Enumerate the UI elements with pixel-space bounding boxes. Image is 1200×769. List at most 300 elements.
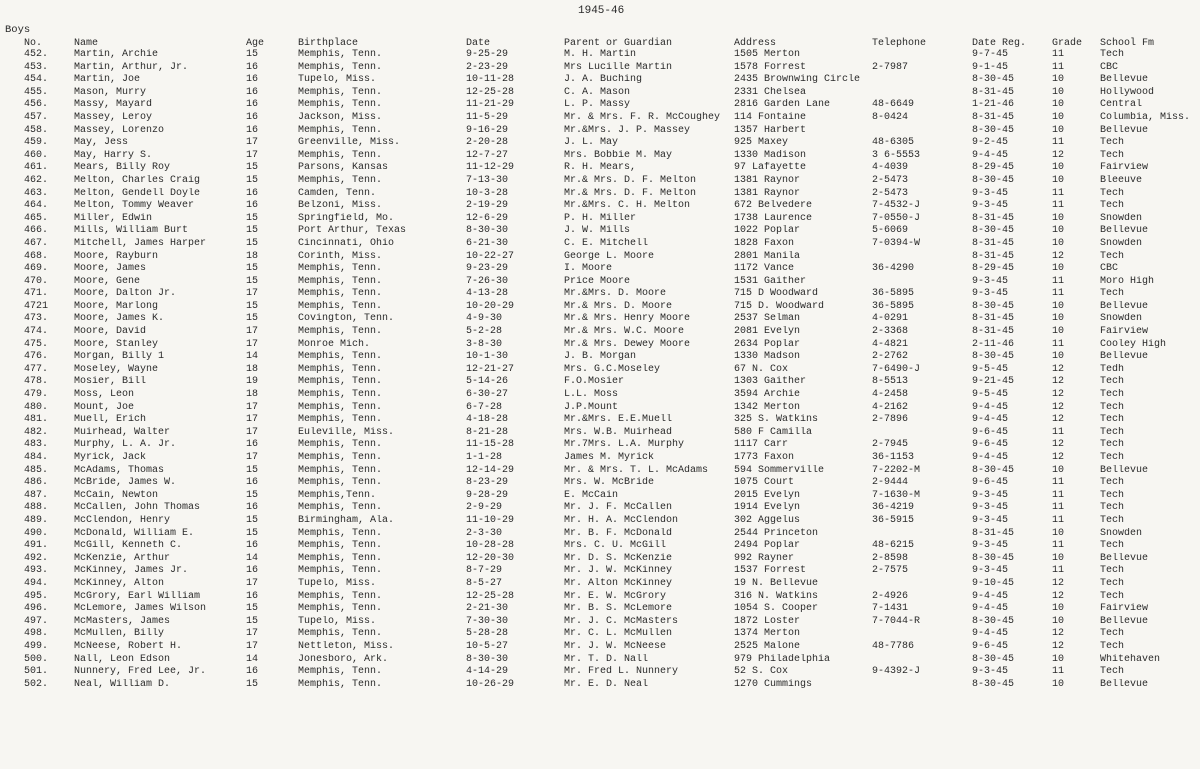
cell-no: 460. <box>24 149 49 161</box>
cell-address: 2816 Garden Lane <box>734 99 831 111</box>
cell-name: Moore, David <box>74 326 147 338</box>
cell-school: Bellevue <box>1100 300 1149 312</box>
cell-grade: 10 <box>1052 351 1065 363</box>
cell-date-reg: 9-5-45 <box>972 363 1009 375</box>
cell-address: 594 Sommerville <box>734 464 825 476</box>
cell-address: 1172 Vance <box>734 263 795 275</box>
cell-school: Tech <box>1100 137 1125 149</box>
cell-date-reg: 9-4-45 <box>972 590 1009 602</box>
cell-date-reg: 9-21-45 <box>972 376 1015 388</box>
cell-school: Tech <box>1100 514 1125 526</box>
cell-name: McKinney, Alton <box>74 577 165 589</box>
cell-address: 1738 Laurence <box>734 212 813 224</box>
header-grade: Grade <box>1052 38 1083 49</box>
cell-school: Tech <box>1100 628 1125 640</box>
cell-address: 67 N. Cox <box>734 363 789 375</box>
cell-name: McCallen, John Thomas <box>74 502 201 514</box>
table-row <box>0 641 1200 654</box>
cell-birthdate: 10-28-28 <box>466 540 515 552</box>
cell-address: 2801 Manila <box>734 250 801 262</box>
cell-date-reg: 9-6-45 <box>972 439 1009 451</box>
cell-birthdate: 7-30-30 <box>466 615 509 627</box>
cell-name: Moss, Leon <box>74 389 135 401</box>
cell-name: McGrory, Earl William <box>74 590 201 602</box>
cell-telephone: 7-2202-M <box>872 464 921 476</box>
cell-parent: Mr.&Mrs. D. Moore <box>564 288 667 300</box>
cell-school: Central <box>1100 99 1143 111</box>
cell-telephone: 2-5473 <box>872 187 909 199</box>
cell-parent: Mr.& Mrs. D. Moore <box>564 300 673 312</box>
cell-age: 15 <box>246 527 259 539</box>
cell-no: 496. <box>24 603 49 615</box>
cell-address: 1537 Forrest <box>734 565 807 577</box>
cell-address: 1270 Cummings <box>734 678 813 690</box>
header-name: Name <box>74 38 99 49</box>
cell-birthdate: 10-1-30 <box>466 351 509 363</box>
cell-age: 16 <box>246 86 259 98</box>
cell-age: 15 <box>246 300 259 312</box>
cell-age: 15 <box>246 615 259 627</box>
table-row <box>0 137 1200 150</box>
cell-school: Tech <box>1100 590 1125 602</box>
cell-grade: 11 <box>1052 565 1065 577</box>
cell-date-reg: 8-30-45 <box>972 174 1015 186</box>
cell-age: 17 <box>246 640 259 652</box>
cell-birthplace: Nettleton, Miss. <box>298 640 395 652</box>
cell-birthplace: Euleville, Miss. <box>298 426 395 438</box>
cell-parent: I. Moore <box>564 263 613 275</box>
cell-birthdate: 11-21-29 <box>466 99 515 111</box>
cell-address: 52 S. Cox <box>734 666 789 678</box>
cell-name: Martin, Archie <box>74 49 159 60</box>
cell-school: Tech <box>1100 200 1125 212</box>
cell-parent: Mrs Lucille Martin <box>564 61 673 73</box>
cell-birthdate: 7-13-30 <box>466 174 509 186</box>
cell-date-reg: 9-5-45 <box>972 389 1009 401</box>
table-row <box>0 452 1200 465</box>
cell-name: Nunnery, Fred Lee, Jr. <box>74 666 207 678</box>
cell-date-reg: 8-31-45 <box>972 326 1015 338</box>
cell-age: 16 <box>246 74 259 86</box>
table-row <box>0 99 1200 112</box>
cell-school: Fairview <box>1100 603 1149 615</box>
cell-telephone: 7-0550-J <box>872 212 921 224</box>
cell-grade: 10 <box>1052 212 1065 224</box>
table-row <box>0 654 1200 667</box>
cell-birthplace: Covington, Tenn. <box>298 313 395 325</box>
table-row <box>0 188 1200 201</box>
cell-parent: L. P. Massy <box>564 99 631 111</box>
cell-birthplace: Memphis, Tenn. <box>298 628 383 640</box>
cell-birthdate: 10-3-28 <box>466 187 509 199</box>
cell-school: Tech <box>1100 577 1125 589</box>
cell-parent: J. A. Buching <box>564 74 643 86</box>
cell-birthdate: 12-6-29 <box>466 212 509 224</box>
cell-grade: 10 <box>1052 174 1065 186</box>
cell-date-reg: 9-6-45 <box>972 477 1009 489</box>
cell-telephone: 8-5513 <box>872 376 909 388</box>
cell-no: 488. <box>24 502 49 514</box>
cell-date-reg: 9-3-45 <box>972 502 1009 514</box>
table-row <box>0 74 1200 87</box>
cell-birthplace: Memphis, Tenn. <box>298 477 383 489</box>
cell-address: 1303 Gaither <box>734 376 807 388</box>
section-title: Boys <box>5 24 31 36</box>
cell-date-reg: 8-30-45 <box>972 653 1015 665</box>
cell-birthplace: Memphis, Tenn. <box>298 439 383 451</box>
cell-school: Tech <box>1100 376 1125 388</box>
cell-birthplace: Memphis, Tenn. <box>298 678 383 690</box>
cell-birthplace: Memphis, Tenn. <box>298 275 383 287</box>
cell-no: 483. <box>24 439 49 451</box>
cell-no: 464. <box>24 200 49 212</box>
cell-birthdate: 4-14-29 <box>466 666 509 678</box>
cell-birthdate: 6-21-30 <box>466 237 509 249</box>
table-row <box>0 200 1200 213</box>
cell-date-reg: 8-31-45 <box>972 527 1015 539</box>
cell-no: 479. <box>24 389 49 401</box>
cell-telephone: 2-3368 <box>872 326 909 338</box>
cell-school: Bellevue <box>1100 124 1149 136</box>
cell-birthplace: Corinth, Miss. <box>298 250 383 262</box>
header-parent: Parent or Guardian <box>564 38 673 49</box>
cell-birthdate: 10-26-29 <box>466 678 515 690</box>
cell-name: Massey, Lorenzo <box>74 124 165 136</box>
cell-no: 489. <box>24 514 49 526</box>
cell-school: Snowden <box>1100 527 1143 539</box>
cell-address: 97 Lafayette <box>734 162 807 174</box>
cell-no: 454. <box>24 74 49 86</box>
cell-birthdate: 8-23-29 <box>466 477 509 489</box>
cell-name: Mitchell, James Harper <box>74 237 207 249</box>
cell-parent: Mr.& Mrs. W.C. Moore <box>564 326 685 338</box>
cell-parent: C. A. Mason <box>564 86 631 98</box>
cell-name: Moore, Gene <box>74 275 141 287</box>
cell-birthdate: 12-25-28 <box>466 86 515 98</box>
cell-grade: 10 <box>1052 111 1065 123</box>
cell-age: 15 <box>246 313 259 325</box>
cell-name: Morgan, Billy 1 <box>74 351 165 363</box>
cell-age: 15 <box>246 603 259 615</box>
cell-school: Tech <box>1100 477 1125 489</box>
cell-grade: 12 <box>1052 640 1065 652</box>
table-row <box>0 477 1200 490</box>
header-age: Age <box>246 38 265 49</box>
cell-school: Bleeuve <box>1100 174 1143 186</box>
cell-date-reg: 8-31-45 <box>972 86 1015 98</box>
cell-name: Muell, Erich <box>74 414 147 426</box>
cell-age: 16 <box>246 540 259 552</box>
cell-birthplace: Tupelo, Miss. <box>298 74 377 86</box>
cell-address: 1330 Madson <box>734 351 801 363</box>
cell-address: 2537 Selman <box>734 313 801 325</box>
cell-birthplace: Memphis, Tenn. <box>298 363 383 375</box>
cell-birthdate: 8-30-30 <box>466 653 509 665</box>
cell-grade: 12 <box>1052 628 1065 640</box>
cell-date-reg: 8-30-45 <box>972 351 1015 363</box>
cell-date-reg: 8-31-45 <box>972 237 1015 249</box>
cell-age: 17 <box>246 452 259 463</box>
cell-grade: 10 <box>1052 225 1065 237</box>
cell-parent: J. B. Morgan <box>564 351 637 363</box>
cell-parent: J. W. Mills <box>564 225 631 237</box>
cell-telephone: 3 6-5553 <box>872 149 921 161</box>
cell-school: Cooley High <box>1100 338 1167 350</box>
cell-grade: 10 <box>1052 313 1065 325</box>
cell-age: 15 <box>246 225 259 237</box>
cell-name: Moore, Dalton Jr. <box>74 288 177 300</box>
cell-parent: P. H. Miller <box>564 212 637 224</box>
cell-no: 494. <box>24 577 49 589</box>
cell-date-reg: 9-3-45 <box>972 275 1009 287</box>
cell-no: 459. <box>24 137 49 149</box>
cell-grade: 10 <box>1052 326 1065 338</box>
cell-telephone: 9-4392-J <box>872 666 921 678</box>
cell-telephone: 2-7575 <box>872 565 909 577</box>
table-row <box>0 502 1200 515</box>
cell-birthplace: Jackson, Miss. <box>298 111 383 123</box>
cell-grade: 10 <box>1052 86 1065 98</box>
cell-age: 16 <box>246 565 259 577</box>
table-row <box>0 528 1200 541</box>
cell-age: 16 <box>246 99 259 111</box>
cell-address: 992 Rayner <box>734 552 795 564</box>
cell-age: 17 <box>246 326 259 338</box>
cell-telephone: 36-4290 <box>872 263 915 275</box>
page-year: 1945-46 <box>578 5 625 17</box>
cell-grade: 12 <box>1052 250 1065 262</box>
cell-address: 1381 Raynor <box>734 187 801 199</box>
cell-school: Hollywood <box>1100 86 1155 98</box>
cell-grade: 12 <box>1052 389 1065 401</box>
cell-age: 15 <box>246 464 259 476</box>
cell-age: 16 <box>246 477 259 489</box>
cell-address: 2634 Poplar <box>734 338 801 350</box>
cell-name: McGill, Kenneth C. <box>74 540 183 552</box>
cell-parent: Mr.& Mrs. D. F. Melton <box>564 187 697 199</box>
cell-birthdate: 9-16-29 <box>466 124 509 136</box>
cell-telephone: 36-1153 <box>872 452 915 463</box>
table-row <box>0 414 1200 427</box>
cell-age: 15 <box>246 489 259 501</box>
cell-birthplace: Memphis, Tenn. <box>298 389 383 401</box>
cell-birthplace: Memphis, Tenn. <box>298 263 383 275</box>
cell-school: Whitehaven <box>1100 653 1161 665</box>
cell-address: 2525 Malone <box>734 640 801 652</box>
cell-birthdate: 10-5-27 <box>466 640 509 652</box>
cell-school: Tech <box>1100 401 1125 413</box>
cell-no: 456. <box>24 99 49 111</box>
cell-school: Tech <box>1100 439 1125 451</box>
cell-address: 1773 Faxon <box>734 452 795 463</box>
cell-parent: J. L. May <box>564 137 619 149</box>
table-row <box>0 427 1200 440</box>
cell-no: 499. <box>24 640 49 652</box>
cell-school: Tech <box>1100 540 1125 552</box>
cell-birthdate: 9-28-29 <box>466 489 509 501</box>
cell-birthplace: Memphis, Tenn. <box>298 174 383 186</box>
cell-school: Tech <box>1100 452 1125 463</box>
cell-no: 492. <box>24 552 49 564</box>
cell-telephone: 48-7786 <box>872 640 915 652</box>
table-row <box>0 251 1200 264</box>
cell-name: May, Jess <box>74 137 129 149</box>
cell-birthplace: Memphis, Tenn. <box>298 666 383 678</box>
cell-age: 17 <box>246 426 259 438</box>
cell-address: 2435 Brownwing Circle <box>734 74 861 86</box>
cell-telephone: 2-7987 <box>872 61 909 73</box>
cell-birthdate: 12-21-27 <box>466 363 515 375</box>
cell-address: 325 S. Watkins <box>734 414 819 426</box>
cell-parent: George L. Moore <box>564 250 655 262</box>
table-row <box>0 62 1200 75</box>
cell-birthdate: 9-25-29 <box>466 49 509 60</box>
cell-grade: 10 <box>1052 162 1065 174</box>
header-school: School Fm <box>1100 38 1155 49</box>
cell-parent: Mrs. W.B. Muirhead <box>564 426 673 438</box>
cell-age: 15 <box>246 212 259 224</box>
cell-grade: 11 <box>1052 514 1065 526</box>
cell-grade: 11 <box>1052 288 1065 300</box>
cell-birthplace: Birmingham, Ala. <box>298 514 395 526</box>
cell-birthplace: Memphis, Tenn. <box>298 565 383 577</box>
cell-school: Fairview <box>1100 162 1149 174</box>
cell-age: 16 <box>246 666 259 678</box>
cell-no: 486. <box>24 477 49 489</box>
cell-name: Neal, William D. <box>74 678 171 690</box>
table-row <box>0 376 1200 389</box>
table-row <box>0 591 1200 604</box>
cell-date-reg: 8-30-45 <box>972 552 1015 564</box>
cell-school: CBC <box>1100 61 1119 73</box>
cell-name: McMullen, Billy <box>74 628 165 640</box>
cell-telephone: 36-5915 <box>872 514 915 526</box>
cell-no: 501. <box>24 666 49 678</box>
cell-grade: 11 <box>1052 426 1065 438</box>
cell-no: 457. <box>24 111 49 123</box>
cell-grade: 11 <box>1052 200 1065 212</box>
cell-date-reg: 8-30-45 <box>972 74 1015 86</box>
cell-school: Snowden <box>1100 237 1143 249</box>
cell-grade: 10 <box>1052 615 1065 627</box>
cell-grade: 11 <box>1052 540 1065 552</box>
cell-telephone: 7-0394-W <box>872 237 921 249</box>
cell-birthplace: Memphis, Tenn. <box>298 452 383 463</box>
cell-parent: Mr.& Mrs. Dewey Moore <box>564 338 691 350</box>
cell-telephone: 2-5473 <box>872 174 909 186</box>
cell-name: McClendon, Henry <box>74 514 171 526</box>
cell-birthdate: 6-30-27 <box>466 389 509 401</box>
cell-name: Moore, Stanley <box>74 338 159 350</box>
cell-name: Nall, Leon Edson <box>74 653 171 665</box>
cell-school: Bellevue <box>1100 615 1149 627</box>
cell-name: McBride, James W. <box>74 477 177 489</box>
cell-birthdate: 2-20-28 <box>466 137 509 149</box>
cell-date-reg: 8-29-45 <box>972 263 1015 275</box>
cell-age: 16 <box>246 124 259 136</box>
cell-school: CBC <box>1100 263 1119 275</box>
cell-name: Mount, Joe <box>74 401 135 413</box>
cell-school: Tech <box>1100 250 1125 262</box>
cell-no: 482. <box>24 426 49 438</box>
cell-birthplace: Memphis, Tenn. <box>298 351 383 363</box>
cell-date-reg: 8-30-45 <box>972 225 1015 237</box>
cell-telephone: 2-8598 <box>872 552 909 564</box>
cell-age: 17 <box>246 414 259 426</box>
cell-birthplace: Memphis, Tenn. <box>298 552 383 564</box>
cell-age: 14 <box>246 653 259 665</box>
cell-name: Mears, Billy Roy <box>74 162 171 174</box>
cell-telephone: 7-7044-R <box>872 615 921 627</box>
cell-date-reg: 9-3-45 <box>972 666 1009 678</box>
cell-birthplace: Memphis, Tenn. <box>298 502 383 514</box>
cell-no: 477. <box>24 363 49 375</box>
cell-grade: 12 <box>1052 414 1065 426</box>
cell-name: Muirhead, Walter <box>74 426 171 438</box>
cell-birthdate: 11-5-29 <box>466 111 509 123</box>
cell-name: Martin, Joe <box>74 74 141 86</box>
cell-name: Moore, Marlong <box>74 300 159 312</box>
cell-date-reg: 9-4-45 <box>972 149 1009 161</box>
cell-age: 16 <box>246 111 259 123</box>
cell-no: 480. <box>24 401 49 413</box>
cell-telephone: 48-6305 <box>872 137 915 149</box>
cell-school: Tech <box>1100 49 1125 60</box>
cell-no: 455. <box>24 86 49 98</box>
cell-name: Moore, James K. <box>74 313 165 325</box>
cell-address: 1117 Carr <box>734 439 789 451</box>
cell-parent: Mr. H. A. McClendon <box>564 514 679 526</box>
cell-birthplace: Tupelo, Miss. <box>298 577 377 589</box>
cell-birthplace: Memphis, Tenn. <box>298 49 383 60</box>
cell-grade: 10 <box>1052 300 1065 312</box>
cell-age: 17 <box>246 137 259 149</box>
cell-parent: Mr.& Mrs. D. F. Melton <box>564 174 697 186</box>
cell-name: Miller, Edwin <box>74 212 153 224</box>
cell-date-reg: 9-1-45 <box>972 61 1009 73</box>
cell-address: 1381 Raynor <box>734 174 801 186</box>
cell-parent: Mrs. G.C.Moseley <box>564 363 661 375</box>
cell-date-reg: 9-3-45 <box>972 540 1009 552</box>
cell-birthdate: 9-23-29 <box>466 263 509 275</box>
table-row <box>0 490 1200 503</box>
cell-birthdate: 12-7-27 <box>466 149 509 161</box>
cell-school: Tech <box>1100 502 1125 514</box>
cell-age: 15 <box>246 174 259 186</box>
cell-no: 461. <box>24 162 49 174</box>
cell-school: Tech <box>1100 187 1125 199</box>
cell-name: May, Harry S. <box>74 149 153 161</box>
cell-grade: 10 <box>1052 464 1065 476</box>
table-row <box>0 112 1200 125</box>
cell-address: 925 Maxey <box>734 137 789 149</box>
cell-address: 715 D Woodward <box>734 288 819 300</box>
cell-no: 4721 <box>24 300 49 312</box>
cell-no: 471. <box>24 288 49 300</box>
table-row <box>0 578 1200 591</box>
cell-date-reg: 9-4-45 <box>972 452 1009 463</box>
cell-no: 466. <box>24 225 49 237</box>
cell-telephone: 36-5895 <box>872 288 915 300</box>
cell-parent: Mr. J. C. McMasters <box>564 615 679 627</box>
cell-name: McDonald, William E. <box>74 527 195 539</box>
cell-parent: Mr. Fred L. Nunnery <box>564 666 679 678</box>
cell-date-reg: 8-30-45 <box>972 615 1015 627</box>
cell-grade: 11 <box>1052 61 1065 73</box>
cell-birthplace: Memphis, Tenn. <box>298 401 383 413</box>
cell-date-reg: 9-7-45 <box>972 49 1009 60</box>
cell-birthplace: Memphis, Tenn. <box>298 61 383 73</box>
